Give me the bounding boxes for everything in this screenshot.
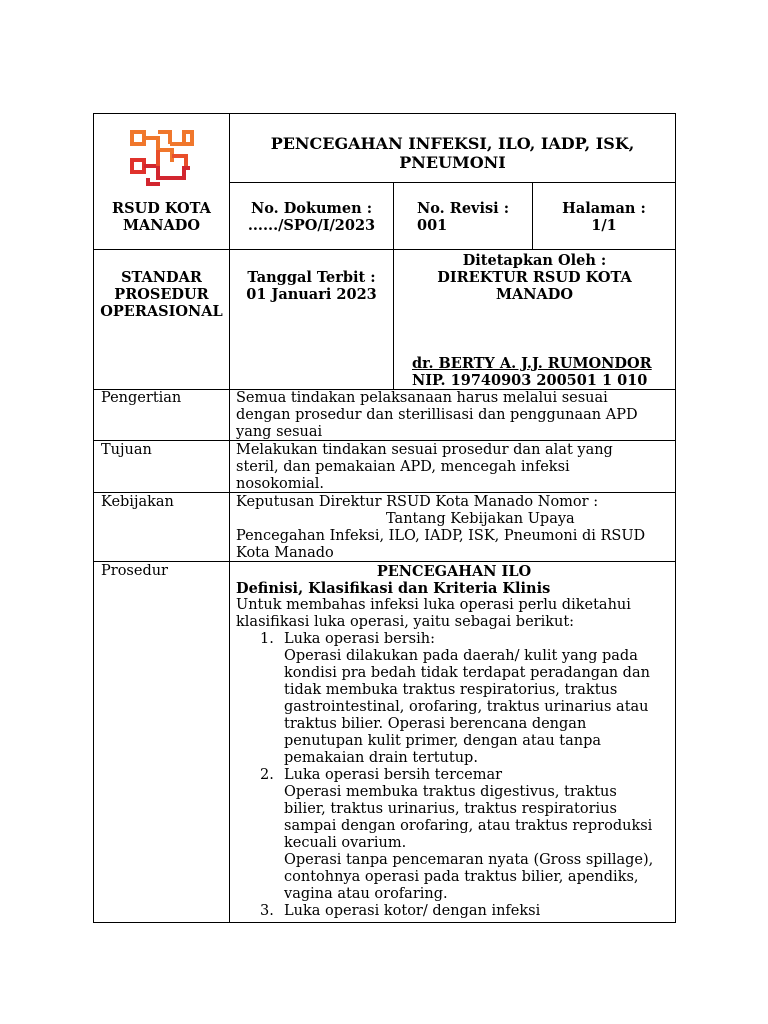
document-title: PENCEGAHAN INFEKSI, ILO, IADP, ISK, PNEUMONI <box>270 134 635 172</box>
list-item: 2. Luka operasi bersih tercemar Operasi membuka traktus digestivus, traktus bilier, traktus urinarius, traktus respiratorius sampai dengan orofaring, atau traktus reproduksi kecuali ovarium. Operasi tanpa pencemaran nyata (Gross spillage), contohnya operasi pada traktus bilier, apendiks, vagina atau orofaring. <box>260 767 654 902</box>
hospital-name: RSUD KOTA MANADO <box>112 200 211 234</box>
approved-by: Ditetapkan Oleh : DIREKTUR RSUD KOTA MANADO <box>437 252 632 303</box>
issue-date: Tanggal Terbit : 01 Januari 2023 <box>246 269 377 303</box>
revision-number: No. Revisi : 001 <box>417 200 510 234</box>
pengertian-text: Semua tindakan pelaksanaan harus melalui sesuai dengan prosedur dan sterillisasi dan penggunaan APD yang sesuai <box>236 390 638 440</box>
prosedur-label: Prosedur <box>101 563 168 579</box>
kebijakan-text: Keputusan Direktur RSUD Kota Manado Nomor : Tantang Kebijakan Upaya Pencegahan Infeksi, ILO, IADP, ISK, Pneumoni di RSUD Kota Manado <box>236 494 646 561</box>
prosedur-content <box>236 563 672 920</box>
signer-nip: NIP. 19740903 200501 1 010 <box>412 372 648 389</box>
signer-name: dr. BERTY A. J.J. RUMONDOR <box>412 355 652 372</box>
list-item: 3. Luka operasi kotor/ dengan infeksi <box>260 903 541 919</box>
list-item: 1. Luka operasi bersih: Operasi dilakukan pada daerah/ kulit yang pada kondisi pra bedah tidak terdapat peradangan dan tidak membuka traktus respiratorius, traktus gastrointestinal, orofaring, traktus urinarius atau traktus bilier. Operasi berencana dengan penutupan kulit primer, dengan atau tanpa pemakaian drain tertutup. <box>260 631 650 766</box>
prosedur-intro: Untuk membahas infeksi luka operasi perlu diketahui klasifikasi luka operasi, yaitu sebagai berikut: <box>236 597 631 630</box>
prosedur-heading: PENCEGAHAN ILO <box>376 563 532 580</box>
pengertian-label: Pengertian <box>101 390 182 406</box>
hospital-logo <box>128 128 196 188</box>
document-number: No. Dokumen : ....../SPO/I/2023 <box>247 200 376 234</box>
prosedur-subheading: Definisi, Klasifikasi dan Kriteria Klinis <box>236 580 551 597</box>
kebijakan-label: Kebijakan <box>101 494 174 510</box>
sop-label: STANDAR PROSEDUR OPERASIONAL <box>100 269 223 320</box>
signer-block <box>412 355 674 389</box>
tujuan-text: Melakukan tindakan sesuai prosedur dan alat yang steril, dan pemakaian APD, mencegah infeksi nosokomial. <box>236 442 613 492</box>
tujuan-label: Tujuan <box>101 442 152 458</box>
page-number: Halaman : 1/1 <box>562 200 646 234</box>
wound-classification-list <box>236 631 672 920</box>
